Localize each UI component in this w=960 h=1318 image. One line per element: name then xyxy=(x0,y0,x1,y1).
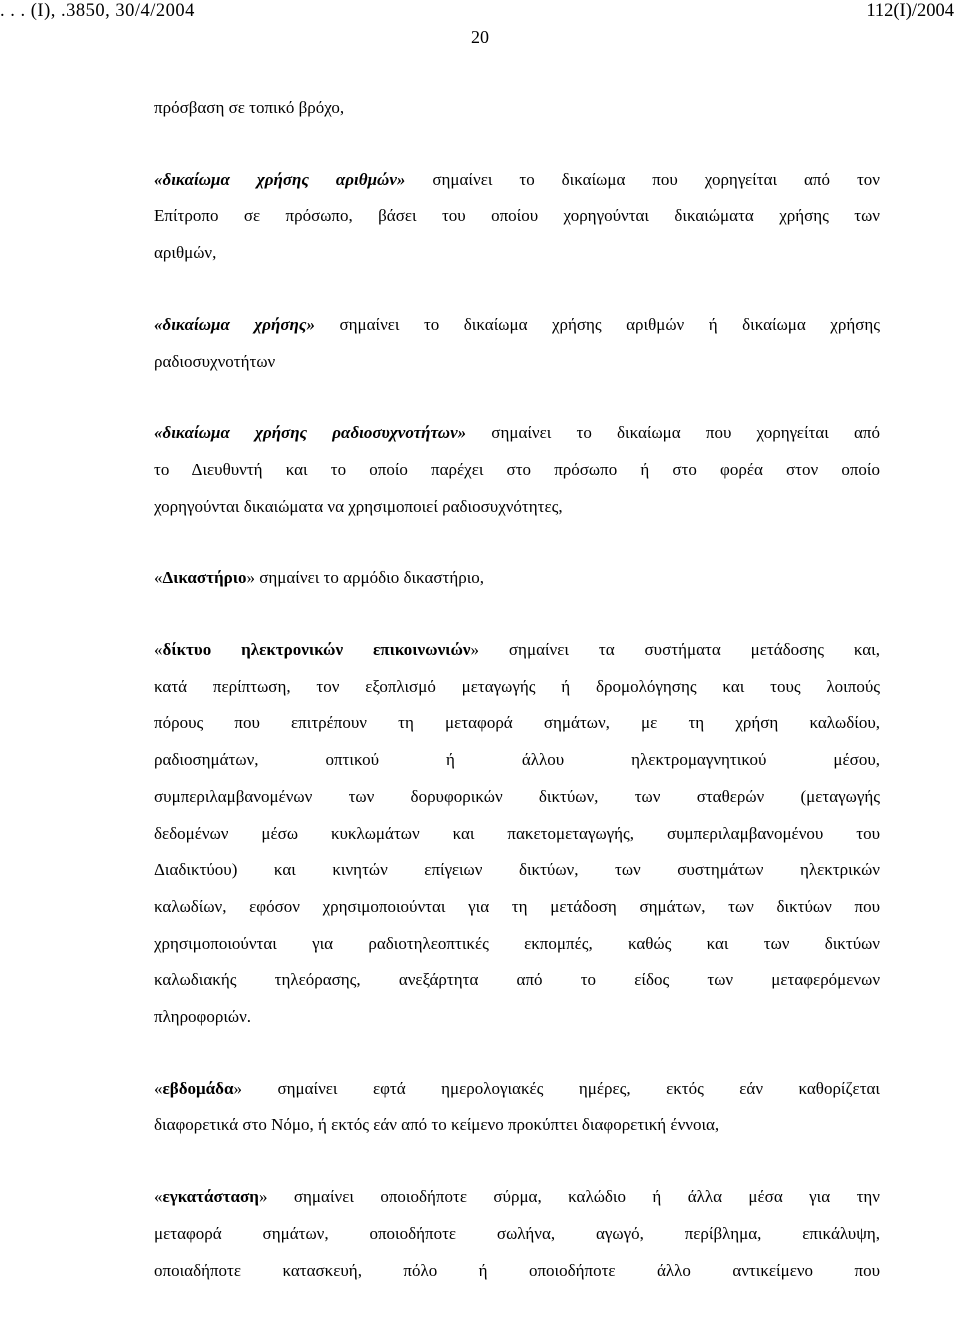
definition-paragraph xyxy=(154,560,880,597)
text-line: καλωδιακής τηλεόρασης, ανεξάρτητα από το είδος των μεταφερόμενων xyxy=(154,970,880,990)
text-line: δεδομένων μέσω κυκλωμάτων και πακετομεταγωγής, συμπεριλαμβανομένου του xyxy=(154,823,880,843)
text-line: Διαδικτύου) και κινητών επίγειων δικτύων, των συστημάτων ηλεκτρικών xyxy=(154,860,880,880)
text-line: καλωδίων, εφόσον χρησιμοποιούνται για τη μετάδοση σημάτων, των δικτύων που xyxy=(154,896,880,916)
text-line: ραδιοσυχνοτήτων xyxy=(154,351,276,371)
header-reference: . . . (Ι), .3850, 30/4/2004 xyxy=(0,1,195,21)
definition-paragraph xyxy=(154,162,880,272)
text-line: μεταφορά σημάτων, οποιοδήποτε σωλήνα, αγωγό, περίβλημα, επικάλυψη, xyxy=(154,1223,880,1243)
text-line: Επίτροπο σε πρόσωπο, βάσει του οποίου χορηγούνται δικαιώματα χρήσης των xyxy=(154,206,880,226)
defined-term: «δικαίωμα χρήσης» xyxy=(154,314,315,334)
definition-paragraph xyxy=(154,1071,880,1144)
definition-paragraph xyxy=(154,307,880,380)
text-line: πόρους που επιτρέπουν τη μεταφορά σημάτων, με τη χρήση καλωδίου, xyxy=(154,713,880,733)
defined-term: εβδομάδα xyxy=(162,1078,234,1098)
text-line: «δικαίωμα χρήσης» σημαίνει το δικαίωμα χρήσης αριθμών ή δικαίωμα χρήσης xyxy=(154,314,880,334)
text-line: πρόσβαση σε τοπικό βρόχο, xyxy=(154,98,345,117)
text-line: «εβδομάδα» σημαίνει εφτά ημερολογιακές ημέρες, εκτός εάν καθορίζεται xyxy=(154,1078,880,1098)
definition-paragraph xyxy=(154,632,880,1036)
document-body xyxy=(154,90,880,1289)
text-line: «δικαίωμα χρήσης αριθμών» σημαίνει το δικαίωμα που χορηγείται από τον xyxy=(154,169,880,189)
text-line: «εγκατάσταση» σημαίνει οποιοδήποτε σύρμα, καλώδιο ή άλλα μέσα για την xyxy=(154,1187,880,1207)
text-line: κατά περίπτωση, τον εξοπλισμό μεταγωγής ή δρομολόγησης και τους λοιπούς xyxy=(154,676,880,696)
text-line: ραδιοσημάτων, οπτικού ή άλλου ηλεκτρομαγνητικού μέσου, xyxy=(154,750,880,770)
text-line: πληροφοριών. xyxy=(154,1007,252,1027)
defined-term: εγκατάσταση xyxy=(162,1187,259,1207)
definition-paragraph xyxy=(154,415,880,525)
text-line: «δικαίωμα χρήσης ραδιοσυχνοτήτων» σημαίνει το δικαίωμα που χορηγείται από xyxy=(154,423,880,443)
definition-paragraph xyxy=(154,1179,880,1289)
text-line: χρησιμοποιούνται για ραδιοτηλεοπτικές εκπομπές, καθώς και των δικτύων xyxy=(154,933,880,953)
text-line: οποιαδήποτε κατασκευή, πόλο ή οποιοδήποτε άλλο αντικείμενο που xyxy=(154,1260,880,1280)
paragraph xyxy=(154,90,880,127)
defined-term: Δικαστήριο xyxy=(162,568,247,588)
text-line: «δίκτυο ηλεκτρονικών επικοινωνιών» σημαίνει τα συστήματα μετάδοσης και, xyxy=(154,640,880,660)
text-line: αριθμών, xyxy=(154,243,217,263)
defined-term: «δικαίωμα χρήσης ραδιοσυχνοτήτων» xyxy=(154,423,467,443)
text-line: χορηγούνται δικαιώματα να χρησιμοποιεί ραδιοσυχνότητες, xyxy=(154,496,563,516)
defined-term: δίκτυο ηλεκτρονικών επικοινωνιών xyxy=(162,640,471,660)
text-line: το Διευθυντή και το οποίο παρέχει στο πρόσωπο ή στο φορέα στον οποίο xyxy=(154,459,880,479)
text-line: «Δικαστήριο» σημαίνει το αρμόδιο δικαστήριο, xyxy=(154,568,485,588)
text-line: διαφορετικά στο Νόμο, ή εκτός εάν από το κείμενο προκύπτει διαφορετική έννοια, xyxy=(154,1115,720,1135)
page-number: 20 xyxy=(471,27,489,47)
defined-term: «δικαίωμα χρήσης αριθμών» xyxy=(154,169,406,189)
header-law-number: 112(Ι)/2004 xyxy=(866,1,954,21)
text-line: συμπεριλαμβανομένων των δορυφορικών δικτύων, των σταθερών (μεταγωγής xyxy=(154,786,880,806)
